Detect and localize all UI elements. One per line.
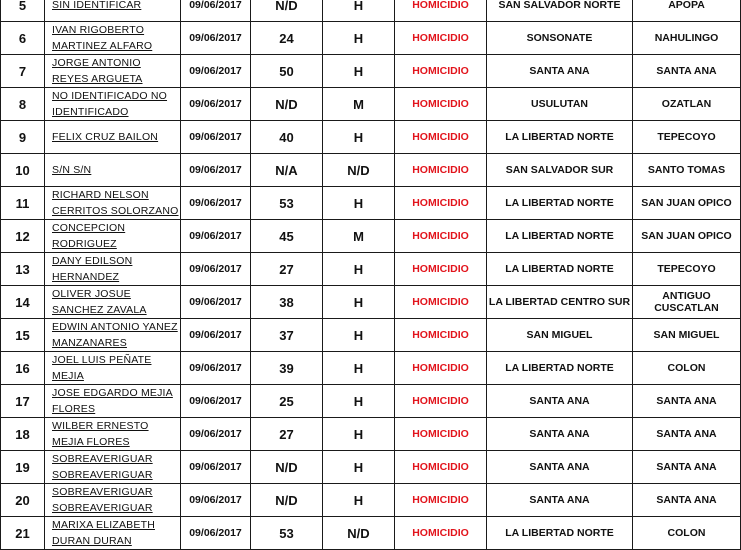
incident-date: 09/06/2017	[181, 517, 251, 550]
victim-name: SOBREAVERIGUAR SOBREAVERIGUAR	[45, 484, 181, 517]
table-row	[1, 319, 741, 352]
row-number: 8	[1, 88, 45, 121]
row-number: 19	[1, 451, 45, 484]
victim-name: OLIVER JOSUE SANCHEZ ZAVALA	[45, 286, 181, 319]
crime-type: HOMICIDIO	[395, 385, 487, 418]
row-number: 5	[1, 0, 45, 22]
victim-age: 27	[251, 418, 323, 451]
municipality: TEPECOYO	[633, 253, 741, 286]
municipality: COLON	[633, 517, 741, 550]
victim-age: N/A	[251, 154, 323, 187]
row-number: 9	[1, 121, 45, 154]
police-delegation: LA LIBERTAD NORTE	[487, 220, 633, 253]
police-delegation: LA LIBERTAD NORTE	[487, 253, 633, 286]
incident-date: 09/06/2017	[181, 352, 251, 385]
municipality: SAN MIGUEL	[633, 319, 741, 352]
table-row	[1, 22, 741, 55]
victim-age: 37	[251, 319, 323, 352]
municipality: SANTO TOMAS	[633, 154, 741, 187]
victim-name: JORGE ANTONIO REYES ARGUETA	[45, 55, 181, 88]
incident-date: 09/06/2017	[181, 121, 251, 154]
victim-age: 50	[251, 55, 323, 88]
victim-sex: H	[323, 418, 395, 451]
police-delegation: SANTA ANA	[487, 418, 633, 451]
victim-sex: H	[323, 187, 395, 220]
victim-sex: H	[323, 319, 395, 352]
crime-type: HOMICIDIO	[395, 517, 487, 550]
incident-date: 09/06/2017	[181, 451, 251, 484]
table-row	[1, 55, 741, 88]
row-number: 13	[1, 253, 45, 286]
victim-name: CONCEPCION RODRIGUEZ	[45, 220, 181, 253]
victim-sex: N/D	[323, 517, 395, 550]
police-delegation: LA LIBERTAD NORTE	[487, 121, 633, 154]
police-delegation: SANTA ANA	[487, 451, 633, 484]
victim-name: SOBREAVERIGUAR SOBREAVERIGUAR	[45, 451, 181, 484]
table-row	[1, 517, 741, 550]
victim-name: EDWIN ANTONIO YANEZ MANZANARES	[45, 319, 181, 352]
municipality: SAN JUAN OPICO	[633, 187, 741, 220]
table-row	[1, 121, 741, 154]
row-number: 20	[1, 484, 45, 517]
row-number: 21	[1, 517, 45, 550]
crime-type: HOMICIDIO	[395, 154, 487, 187]
crime-type: HOMICIDIO	[395, 121, 487, 154]
victim-sex: M	[323, 88, 395, 121]
municipality: SANTA ANA	[633, 55, 741, 88]
incident-date: 09/06/2017	[181, 484, 251, 517]
crime-type: HOMICIDIO	[395, 352, 487, 385]
row-number: 11	[1, 187, 45, 220]
victim-sex: M	[323, 220, 395, 253]
crime-type: HOMICIDIO	[395, 187, 487, 220]
municipality: SAN JUAN OPICO	[633, 220, 741, 253]
victim-sex: H	[323, 22, 395, 55]
victim-age: 53	[251, 187, 323, 220]
table-row	[1, 418, 741, 451]
victim-sex: H	[323, 55, 395, 88]
incident-date: 09/06/2017	[181, 187, 251, 220]
police-delegation: USULUTAN	[487, 88, 633, 121]
police-delegation: SAN SALVADOR NORTE	[487, 0, 633, 22]
incident-date: 09/06/2017	[181, 253, 251, 286]
municipality: SANTA ANA	[633, 418, 741, 451]
victim-sex: H	[323, 286, 395, 319]
police-delegation: SAN SALVADOR SUR	[487, 154, 633, 187]
row-number: 16	[1, 352, 45, 385]
row-number: 15	[1, 319, 45, 352]
victim-age: 27	[251, 253, 323, 286]
table-row	[1, 187, 741, 220]
victim-age: 40	[251, 121, 323, 154]
victim-age: 25	[251, 385, 323, 418]
incident-date: 09/06/2017	[181, 220, 251, 253]
police-delegation: SAN MIGUEL	[487, 319, 633, 352]
incident-date: 09/06/2017	[181, 22, 251, 55]
victim-name: SIN IDENTIFICAR	[45, 0, 181, 22]
crime-type: HOMICIDIO	[395, 88, 487, 121]
victim-sex: H	[323, 385, 395, 418]
crime-type: HOMICIDIO	[395, 253, 487, 286]
table-row	[1, 220, 741, 253]
incident-date: 09/06/2017	[181, 286, 251, 319]
victim-name: WILBER ERNESTO MEJIA FLORES	[45, 418, 181, 451]
police-delegation: SONSONATE	[487, 22, 633, 55]
municipality: TEPECOYO	[633, 121, 741, 154]
row-number: 18	[1, 418, 45, 451]
victim-age: 39	[251, 352, 323, 385]
police-delegation: LA LIBERTAD NORTE	[487, 352, 633, 385]
police-delegation: SANTA ANA	[487, 484, 633, 517]
victim-name: RICHARD NELSON CERRITOS SOLORZANO	[45, 187, 181, 220]
victim-sex: H	[323, 0, 395, 22]
municipality: SANTA ANA	[633, 385, 741, 418]
victim-sex: H	[323, 352, 395, 385]
police-delegation: SANTA ANA	[487, 55, 633, 88]
row-number: 6	[1, 22, 45, 55]
victim-sex: H	[323, 121, 395, 154]
table-row	[1, 0, 741, 22]
victim-age: N/D	[251, 0, 323, 22]
municipality: SANTA ANA	[633, 451, 741, 484]
row-number: 10	[1, 154, 45, 187]
victim-name: MARIXA ELIZABETH DURAN DURAN	[45, 517, 181, 550]
table-row	[1, 286, 741, 319]
municipality: APOPA	[633, 0, 741, 22]
victim-sex: H	[323, 484, 395, 517]
table-body	[1, 0, 741, 550]
police-delegation: LA LIBERTAD CENTRO SUR	[487, 286, 633, 319]
municipality: NAHULINGO	[633, 22, 741, 55]
table-row	[1, 385, 741, 418]
table-row	[1, 352, 741, 385]
victim-name: JOEL LUIS PEÑATE MEJIA	[45, 352, 181, 385]
incident-date: 09/06/2017	[181, 385, 251, 418]
table-row	[1, 451, 741, 484]
table-row	[1, 253, 741, 286]
victim-sex: H	[323, 451, 395, 484]
crime-type: HOMICIDIO	[395, 286, 487, 319]
table-row	[1, 88, 741, 121]
crime-type: HOMICIDIO	[395, 319, 487, 352]
row-number: 17	[1, 385, 45, 418]
municipality: SANTA ANA	[633, 484, 741, 517]
victim-sex: H	[323, 253, 395, 286]
crime-type: HOMICIDIO	[395, 484, 487, 517]
table-row	[1, 154, 741, 187]
incident-date: 09/06/2017	[181, 55, 251, 88]
crime-type: HOMICIDIO	[395, 55, 487, 88]
victim-name: JOSE EDGARDO MEJIA FLORES	[45, 385, 181, 418]
victim-name: DANY EDILSON HERNANDEZ	[45, 253, 181, 286]
table-row	[1, 484, 741, 517]
victim-age: 38	[251, 286, 323, 319]
crime-type: HOMICIDIO	[395, 418, 487, 451]
victim-sex: N/D	[323, 154, 395, 187]
incident-date: 09/06/2017	[181, 88, 251, 121]
row-number: 12	[1, 220, 45, 253]
police-delegation: LA LIBERTAD NORTE	[487, 517, 633, 550]
crime-type: HOMICIDIO	[395, 22, 487, 55]
victim-age: 45	[251, 220, 323, 253]
victim-age: 24	[251, 22, 323, 55]
municipality: ANTIGUO CUSCATLAN	[633, 286, 741, 319]
police-delegation: SANTA ANA	[487, 385, 633, 418]
victim-name: FELIX CRUZ BAILON	[45, 121, 181, 154]
incident-date: 09/06/2017	[181, 319, 251, 352]
victim-name: NO IDENTIFICADO NO IDENTIFICADO	[45, 88, 181, 121]
municipality: COLON	[633, 352, 741, 385]
row-number: 7	[1, 55, 45, 88]
row-number: 14	[1, 286, 45, 319]
crime-type: HOMICIDIO	[395, 220, 487, 253]
victim-name: S/N S/N	[45, 154, 181, 187]
incident-date: 09/06/2017	[181, 418, 251, 451]
crime-type: HOMICIDIO	[395, 451, 487, 484]
crime-type: HOMICIDIO	[395, 0, 487, 22]
victim-age: 53	[251, 517, 323, 550]
victim-age: N/D	[251, 451, 323, 484]
municipality: OZATLAN	[633, 88, 741, 121]
victim-age: N/D	[251, 88, 323, 121]
incident-date: 09/06/2017	[181, 154, 251, 187]
incident-date: 09/06/2017	[181, 0, 251, 22]
victim-name: IVAN RIGOBERTO MARTINEZ ALFARO	[45, 22, 181, 55]
victim-age: N/D	[251, 484, 323, 517]
police-delegation: LA LIBERTAD NORTE	[487, 187, 633, 220]
